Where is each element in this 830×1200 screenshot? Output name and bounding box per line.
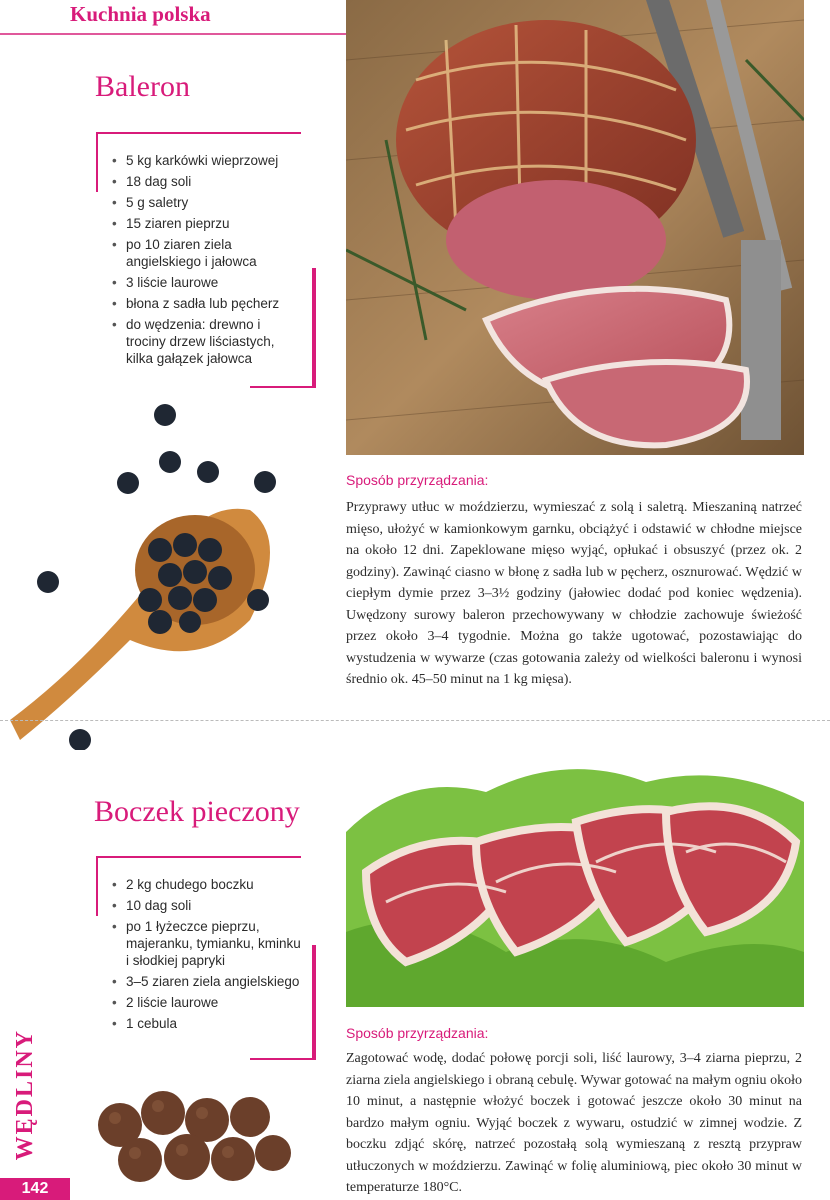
ingredient-item: • 5 g saletry bbox=[112, 194, 302, 211]
ingredient-item: • 1 cebula bbox=[112, 1015, 302, 1032]
boczek-photo bbox=[346, 752, 804, 1007]
page-number: 142 bbox=[0, 1178, 70, 1200]
ingredients-box-left-border bbox=[96, 132, 98, 192]
method-text-boczek: Zagotować wodę, dodać połowę porcji soli, liść laurowy, 3–4 ziarna pieprzu, 2 ziarna ziela angielskiego i obraną cebulę. Wywar gotować na małym ogniu około 10 minut, a następnie włożyć boczek i gotować jeszcze około 30 minut na bardzo małym ogniu. Wyjąć boczek z wywaru, ostudzić w zimnej wodzie. Z boczku zdjąć skórę, natrzeć pozostałą solą wymieszaną z resztą przypraw utłuczonych w moździerzu. Zawinąć w folię aluminiową, piec około 30 minut w temperaturze 180°C. bbox=[346, 1051, 802, 1195]
side-section-label-band bbox=[0, 1010, 50, 1180]
section-header-title: Kuchnia polska bbox=[70, 2, 211, 26]
ingredients-box-right-border bbox=[312, 945, 316, 1060]
ingredient-item: • po 1 łyżeczce pieprzu, majeranku, tymianku, kminku i słodkiej papryki bbox=[112, 918, 302, 969]
section-divider bbox=[0, 720, 830, 722]
ingredient-item: • błona z sadła lub pęcherz bbox=[112, 295, 302, 312]
header-rule bbox=[0, 33, 350, 35]
ingredient-item: • 15 ziaren pieprzu bbox=[112, 215, 302, 232]
ingredients-box-right-border bbox=[312, 268, 316, 388]
ingredient-item: • po 10 ziaren ziela angielskiego i jałowca bbox=[112, 236, 302, 270]
method-label-baleron: Sposób przyrządzania: bbox=[346, 472, 489, 488]
recipe-title-boczek: Boczek pieczony bbox=[94, 795, 300, 828]
ingredients-box-bottom-border bbox=[250, 1058, 316, 1060]
method-text-baleron: Przyprawy utłuc w moździerzu, wymieszać z solą i saletrą. Mieszaniną natrzeć mięso, ułożyć w kamionkowym garnku, obciążyć i odstawić w chłodne miejsce na około 12 dni. Zapeklowane mięso wyjąć, opłukać i obsuszyć (przez ok. 2 godziny). Zawinąć ciasno w błonę z sadła lub w pęcherz, osznurować. Wędzić w ciepłym dymie przez 3–3½ godziny (jałowiec dodać pod koniec wędzenia). Uwędzony surowy baleron przechowywany w chłodzie zachowuje świeżość przez około 3–4 tygodnie. Można go także ugotować, pozostawiając do wystudzenia w wywarze (czas gotowania zależy od wielkości baleronu i wynosi średnio ok. 45–50 minut na 1 kg mięsa). bbox=[346, 500, 802, 687]
ingredients-list-baleron bbox=[112, 152, 302, 371]
method-label-boczek: Sposób przyrządzania: bbox=[346, 1025, 489, 1041]
side-section-label: WĘDLINY bbox=[11, 1029, 38, 1161]
ingredient-item: • 2 liście laurowe bbox=[112, 994, 302, 1011]
ingredient-item: • do wędzenia: drewno i trociny drzew liściastych, kilka gałązek jałowca bbox=[112, 316, 302, 367]
recipe-title-baleron: Baleron bbox=[95, 70, 190, 103]
ingredients-box-top-border bbox=[96, 132, 301, 134]
ingredient-item: • 3–5 ziaren ziela angielskiego bbox=[112, 973, 302, 990]
ingredient-item: • 5 kg karkówki wieprzowej bbox=[112, 152, 302, 169]
ingredients-box-left-border bbox=[96, 856, 98, 916]
baleron-photo bbox=[346, 0, 804, 455]
juniper-spoon-photo bbox=[10, 400, 300, 750]
ingredient-item: • 18 dag soli bbox=[112, 173, 302, 190]
allspice-photo bbox=[95, 1085, 295, 1185]
ingredients-box-top-border bbox=[96, 856, 301, 858]
ingredient-item: • 10 dag soli bbox=[112, 897, 302, 914]
ingredients-list-boczek bbox=[112, 876, 302, 1036]
ingredient-item: • 2 kg chudego boczku bbox=[112, 876, 302, 893]
ingredients-box-bottom-border bbox=[250, 386, 316, 388]
ingredient-item: • 3 liście laurowe bbox=[112, 274, 302, 291]
